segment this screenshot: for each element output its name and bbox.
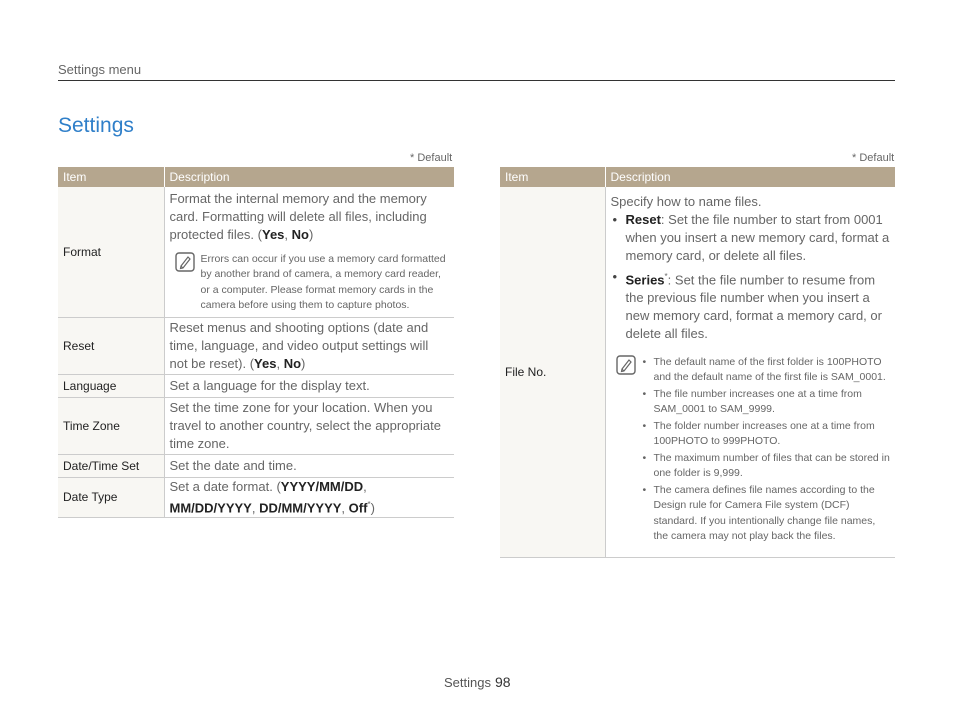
item-date-time-set: Date/Time Set [58, 454, 164, 477]
note-file-no-list [642, 355, 891, 546]
table-header-row [58, 167, 454, 187]
col-header-item: Item [500, 167, 605, 187]
item-date-type: Date Type [58, 477, 164, 517]
item-reset: Reset [58, 317, 164, 374]
page-title: Settings [58, 114, 134, 137]
desc-format [164, 187, 454, 317]
table-row-time-zone [58, 397, 454, 454]
list-item: • Reset: Set the file number to start from 0001 when you insert a new memory card, format a memory card, or delete all files. [611, 211, 891, 265]
section-header-label: Settings menu [58, 62, 142, 77]
note-format-text: Errors can occur if you use a memory card formatted by another brand of camera, a memory card reader, or a computer. Please format memory cards in the camera before using them to capture photos. [200, 252, 446, 312]
table-row-date-time-set [58, 454, 454, 477]
table-row-reset [58, 317, 454, 374]
table-row-language [58, 374, 454, 397]
footer-section-label: Settings [444, 675, 491, 690]
file-no-option-list [611, 211, 891, 343]
list-item: • The default name of the first folder is 100PHOTO and the default name of the first file is SAM_0001. [642, 355, 891, 386]
desc-date-time-set: Set the date and time. [164, 454, 454, 477]
desc-file-no [605, 187, 895, 557]
desc-language: Set a language for the display text. [164, 374, 454, 397]
page-footer [444, 674, 511, 690]
list-item: • The file number increases one at a time from SAM_0001 to SAM_9999. [642, 387, 891, 418]
table-row-format [58, 187, 454, 317]
item-format: Format [58, 187, 164, 317]
default-note-right: * Default [852, 152, 895, 164]
note-format [170, 252, 450, 314]
col-header-description: Description [164, 167, 454, 187]
default-note-left: * Default [410, 152, 453, 164]
note-pencil-icon [175, 252, 195, 272]
item-language: Language [58, 374, 164, 397]
note-pencil-icon [616, 355, 636, 375]
note-file-no [611, 355, 891, 546]
col-header-item: Item [58, 167, 164, 187]
table-header-row [500, 167, 895, 187]
desc-reset: Reset menus and shooting options (date and time, language, and video output settings will not be reset). (Yes, No) [164, 317, 454, 374]
table-row-date-type [58, 477, 454, 517]
settings-table-left [58, 167, 454, 518]
desc-date-type: Set a date format. (YYYY/MM/DD, MM/DD/YYYY, DD/MM/YYYY, Off*) [164, 477, 454, 517]
list-item: • The folder number increases one at a time from 100PHOTO to 999PHOTO. [642, 419, 891, 450]
desc-format-text: Format the internal memory and the memory card. Formatting will delete all files, including protected files. (Yes, No) [169, 190, 427, 242]
list-item: • Series*: Set the file number to resume from the previous file number when you insert a new memory card, format a memory card, or delete all files. [611, 268, 891, 343]
item-time-zone: Time Zone [58, 397, 164, 454]
desc-time-zone: Set the time zone for your location. When you travel to another country, select the appropriate time zone. [164, 397, 454, 454]
header-divider [58, 80, 895, 81]
item-file-no: File No. [500, 187, 605, 557]
table-row-file-no [500, 187, 895, 557]
file-no-intro: Specify how to name files. [610, 193, 762, 209]
page-number: 98 [494, 674, 511, 690]
list-item: • The camera defines file names according to the Design rule for Camera File system (DCF) standard. If you intentionally change file names, the camera may not play back the files. [642, 483, 891, 545]
col-header-description: Description [605, 167, 895, 187]
settings-table-right [500, 167, 895, 558]
list-item: • The maximum number of files that can be stored in one folder is 9,999. [642, 451, 891, 482]
